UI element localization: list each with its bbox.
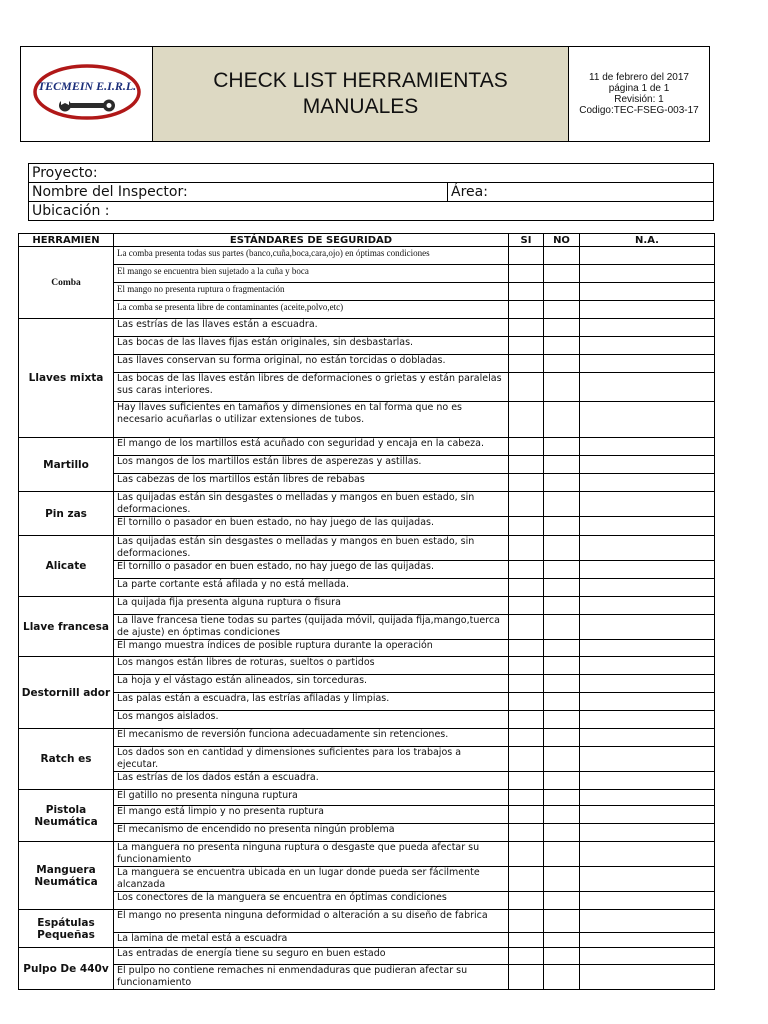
standard-text: Los conectores de la manguera se encuentra en óptimas condiciones (114, 892, 509, 910)
checklist-row (19, 319, 715, 337)
check-si-cell[interactable] (509, 747, 544, 772)
check-si-cell[interactable] (509, 948, 544, 965)
check-no-cell[interactable] (544, 456, 580, 474)
ubicacion-field[interactable]: Ubicación : (29, 202, 714, 221)
check-na-cell[interactable] (580, 806, 715, 824)
check-na-cell[interactable] (580, 948, 715, 965)
col-header-na: N.A. (580, 234, 715, 247)
check-no-cell[interactable] (544, 842, 580, 867)
check-na-cell[interactable] (580, 910, 715, 933)
checklist-row (19, 337, 715, 355)
standard-text: Las entradas de energía tiene su seguro en buen estado (114, 948, 509, 965)
tool-name: Ratch es (19, 729, 114, 790)
standard-text: Las quijadas están sin desgastes o melladas y mangos en buen estado, sin deformaciones. (114, 492, 509, 517)
check-no-cell[interactable] (544, 747, 580, 772)
checklist-row (19, 438, 715, 456)
checklist-row (19, 790, 715, 806)
col-header-tool: HERRAMIEN (19, 234, 114, 247)
check-si-cell[interactable] (509, 597, 544, 615)
check-no-cell[interactable] (544, 597, 580, 615)
standard-text: Las palas están a escuadra, las estrías afiladas y limpias. (114, 693, 509, 711)
checklist-row (19, 747, 715, 772)
check-no-cell[interactable] (544, 867, 580, 892)
check-no-cell[interactable] (544, 615, 580, 640)
check-si-cell[interactable] (509, 402, 544, 438)
inspector-field[interactable]: Nombre del Inspector: (29, 183, 448, 202)
check-no-cell[interactable] (544, 640, 580, 657)
tool-name: Llaves mixta (19, 319, 114, 438)
check-na-cell[interactable] (580, 892, 715, 910)
standard-text: El mango muestra índices de posible ruptura durante la operación (114, 640, 509, 657)
checklist-row (19, 355, 715, 373)
check-na-cell[interactable] (580, 579, 715, 597)
col-header-standards: ESTÁNDARES DE SEGURIDAD (114, 234, 509, 247)
standard-text: La comba se presenta libre de contaminantes (aceite,polvo,etc) (114, 301, 509, 319)
checklist-table (18, 233, 715, 990)
check-no-cell[interactable] (544, 729, 580, 747)
check-no-cell[interactable] (544, 492, 580, 517)
check-si-cell[interactable] (509, 265, 544, 283)
standard-text: La parte cortante está afilada y no está mellada. (114, 579, 509, 597)
check-no-cell[interactable] (544, 561, 580, 579)
document-title: CHECK LIST HERRAMIENTAS MANUALES (153, 47, 569, 141)
check-no-cell[interactable] (544, 474, 580, 492)
standard-text: La lamina de metal está a escuadra (114, 933, 509, 948)
standard-text: El mecanismo de reversión funciona adecuadamente sin retenciones. (114, 729, 509, 747)
checklist-row (19, 640, 715, 657)
check-na-cell[interactable] (580, 790, 715, 806)
standard-text: Los mangos de los martillos están libres de asperezas y astillas. (114, 456, 509, 474)
check-no-cell[interactable] (544, 675, 580, 693)
check-si-cell[interactable] (509, 492, 544, 517)
checklist-row (19, 474, 715, 492)
check-si-cell[interactable] (509, 283, 544, 301)
check-na-cell[interactable] (580, 301, 715, 319)
check-na-cell[interactable] (580, 402, 715, 438)
standard-text: Las quijadas están sin desgastes o melladas y mangos en buen estado, sin deformaciones. (114, 536, 509, 561)
table-header-row (19, 234, 715, 247)
checklist-row (19, 711, 715, 729)
check-si-cell[interactable] (509, 790, 544, 806)
standard-text: El mango no presenta ruptura o fragmentación (114, 283, 509, 301)
standard-text: Las bocas de las llaves fijas están originales, sin desbastarlas. (114, 337, 509, 355)
check-no-cell[interactable] (544, 948, 580, 965)
checklist-row (19, 283, 715, 301)
check-no-cell[interactable] (544, 355, 580, 373)
proyecto-field[interactable]: Proyecto: (29, 164, 714, 183)
standard-text: La hoja y el vástago están alineados, sin torceduras. (114, 675, 509, 693)
standard-text: Las estrías de las llaves están a escuadra. (114, 319, 509, 337)
checklist-row (19, 948, 715, 965)
check-si-cell[interactable] (509, 933, 544, 948)
standard-text: La quijada fija presenta alguna ruptura o fisura (114, 597, 509, 615)
col-header-si: SI (509, 234, 544, 247)
check-na-cell[interactable] (580, 842, 715, 867)
tool-name: Pin zas (19, 492, 114, 536)
check-no-cell[interactable] (544, 438, 580, 456)
check-no-cell[interactable] (544, 373, 580, 402)
check-no-cell[interactable] (544, 772, 580, 790)
standard-text: La manguera no presenta ninguna ruptura o desgaste que pueda afectar su funcionamiento (114, 842, 509, 867)
check-na-cell[interactable] (580, 247, 715, 265)
standard-text: Las llaves conservan su forma original, no están torcidas o dobladas. (114, 355, 509, 373)
check-si-cell[interactable] (509, 579, 544, 597)
checklist-row (19, 301, 715, 319)
checklist-row (19, 842, 715, 867)
checklist-row (19, 492, 715, 517)
standard-text: El mango se encuentra bien sujetado a la cuña y boca (114, 265, 509, 283)
check-no-cell[interactable] (544, 579, 580, 597)
checklist-row (19, 867, 715, 892)
check-si-cell[interactable] (509, 337, 544, 355)
check-si-cell[interactable] (509, 561, 544, 579)
standard-text: El mango de los martillos está acuñado con seguridad y encaja en la cabeza. (114, 438, 509, 456)
checklist-row (19, 456, 715, 474)
check-si-cell[interactable] (509, 474, 544, 492)
check-si-cell[interactable] (509, 536, 544, 561)
check-na-cell[interactable] (580, 640, 715, 657)
check-si-cell[interactable] (509, 319, 544, 337)
checklist-row (19, 910, 715, 933)
standard-text: Las estrías de los dados están a escuadra. (114, 772, 509, 790)
check-na-cell[interactable] (580, 283, 715, 301)
checklist-row (19, 693, 715, 711)
check-si-cell[interactable] (509, 373, 544, 402)
check-na-cell[interactable] (580, 867, 715, 892)
check-si-cell[interactable] (509, 824, 544, 842)
standard-text: El gatillo no presenta ninguna ruptura (114, 790, 509, 806)
tool-name: Pistola Neumática (19, 790, 114, 842)
standard-text: El pulpo no contiene remaches ni enmendaduras que pudieran afectar su funcionamiento (114, 965, 509, 990)
check-na-cell[interactable] (580, 319, 715, 337)
standard-text: Los dados son en cantidad y dimensiones suficientes para los trabajos a ejecutar. (114, 747, 509, 772)
checklist-row (19, 824, 715, 842)
check-no-cell[interactable] (544, 933, 580, 948)
checklist-row (19, 615, 715, 640)
checklist-row (19, 247, 715, 265)
check-na-cell[interactable] (580, 456, 715, 474)
check-si-cell[interactable] (509, 693, 544, 711)
check-na-cell[interactable] (580, 265, 715, 283)
check-si-cell[interactable] (509, 675, 544, 693)
info-table (28, 163, 714, 221)
check-si-cell[interactable] (509, 729, 544, 747)
check-na-cell[interactable] (580, 615, 715, 640)
checklist-row (19, 772, 715, 790)
check-no-cell[interactable] (544, 536, 580, 561)
area-field[interactable]: Área: (448, 183, 714, 202)
standard-text: El tornillo o pasador en buen estado, no hay juego de las quijadas. (114, 561, 509, 579)
check-si-cell[interactable] (509, 517, 544, 536)
check-no-cell[interactable] (544, 402, 580, 438)
meta-revision: Revisión: 1 (614, 94, 664, 105)
check-na-cell[interactable] (580, 561, 715, 579)
check-no-cell[interactable] (544, 693, 580, 711)
check-na-cell[interactable] (580, 747, 715, 772)
check-si-cell[interactable] (509, 867, 544, 892)
check-na-cell[interactable] (580, 657, 715, 675)
check-no-cell[interactable] (544, 910, 580, 933)
check-si-cell[interactable] (509, 892, 544, 910)
check-si-cell[interactable] (509, 965, 544, 990)
tool-name: Alicate (19, 536, 114, 597)
standard-text: Las cabezas de los martillos están libres de rebabas (114, 474, 509, 492)
checklist-row (19, 806, 715, 824)
check-no-cell[interactable] (544, 517, 580, 536)
check-si-cell[interactable] (509, 657, 544, 675)
standard-text: La manguera se encuentra ubicada en un lugar donde pueda ser fácilmente alcanzada (114, 867, 509, 892)
standard-text: Hay llaves suficientes en tamaños y dimensiones en tal forma que no es necesario acuñarlas o utilizar extensiones de tubos. (114, 402, 509, 438)
tool-name: Martillo (19, 438, 114, 492)
check-si-cell[interactable] (509, 355, 544, 373)
checklist-row (19, 933, 715, 948)
check-na-cell[interactable] (580, 933, 715, 948)
company-logo (21, 47, 153, 141)
tool-name: Llave francesa (19, 597, 114, 657)
document-meta (569, 47, 709, 141)
check-no-cell[interactable] (544, 657, 580, 675)
check-si-cell[interactable] (509, 842, 544, 867)
wrench-logo-icon (31, 58, 143, 130)
standard-text: El tornillo o pasador en buen estado, no hay juego de las quijadas. (114, 517, 509, 536)
checklist-row (19, 729, 715, 747)
check-no-cell[interactable] (544, 806, 580, 824)
check-si-cell[interactable] (509, 772, 544, 790)
tool-name: Pulpo De 440v (19, 948, 114, 990)
check-si-cell[interactable] (509, 615, 544, 640)
col-header-no: NO (544, 234, 580, 247)
check-no-cell[interactable] (544, 247, 580, 265)
check-si-cell[interactable] (509, 806, 544, 824)
check-na-cell[interactable] (580, 729, 715, 747)
check-si-cell[interactable] (509, 711, 544, 729)
checklist-row (19, 517, 715, 536)
check-na-cell[interactable] (580, 711, 715, 729)
checklist-row (19, 892, 715, 910)
meta-code: Codigo:TEC-FSEG-003-17 (579, 105, 699, 116)
check-no-cell[interactable] (544, 283, 580, 301)
check-na-cell[interactable] (580, 492, 715, 517)
check-no-cell[interactable] (544, 337, 580, 355)
check-si-cell[interactable] (509, 910, 544, 933)
standard-text: El mango está limpio y no presenta ruptura (114, 806, 509, 824)
check-na-cell[interactable] (580, 536, 715, 561)
standard-text: Los mangos están libres de roturas, sueltos o partidos (114, 657, 509, 675)
checklist-row (19, 657, 715, 675)
checklist-row (19, 265, 715, 283)
standard-text: La llave francesa tiene todas su partes (quijada móvil, quijada fija,mango,tuerca de ajuste) en óptimas condiciones (114, 615, 509, 640)
check-na-cell[interactable] (580, 693, 715, 711)
check-na-cell[interactable] (580, 355, 715, 373)
check-no-cell[interactable] (544, 265, 580, 283)
check-na-cell[interactable] (580, 824, 715, 842)
meta-page: página 1 de 1 (608, 83, 670, 94)
check-no-cell[interactable] (544, 824, 580, 842)
standard-text: El mango no presenta ninguna deformidad o alteración a su diseño de fabrica (114, 910, 509, 933)
check-no-cell[interactable] (544, 711, 580, 729)
check-no-cell[interactable] (544, 790, 580, 806)
check-si-cell[interactable] (509, 640, 544, 657)
check-si-cell[interactable] (509, 456, 544, 474)
meta-date: 11 de febrero del 2017 (589, 72, 689, 83)
check-na-cell[interactable] (580, 517, 715, 536)
check-no-cell[interactable] (544, 301, 580, 319)
tool-name: Espátulas Pequeñas (19, 910, 114, 948)
standard-text: Las bocas de las llaves están libres de deformaciones o grietas y están paralelas sus caras interiores. (114, 373, 509, 402)
logo-text: TECMEIN E.I.R.L. (37, 79, 136, 93)
checklist-row (19, 597, 715, 615)
check-na-cell[interactable] (580, 438, 715, 456)
check-na-cell[interactable] (580, 597, 715, 615)
standard-text: La comba presenta todas sus partes (banco,cuña,boca,cara,ojo) en óptimas condiciones (114, 247, 509, 265)
check-na-cell[interactable] (580, 337, 715, 355)
check-no-cell[interactable] (544, 892, 580, 910)
check-na-cell[interactable] (580, 675, 715, 693)
tool-name: Destornill ador (19, 657, 114, 729)
checklist-row (19, 965, 715, 990)
check-si-cell[interactable] (509, 247, 544, 265)
tool-name: Manguera Neumática (19, 842, 114, 910)
check-na-cell[interactable] (580, 772, 715, 790)
checklist-row (19, 561, 715, 579)
check-na-cell[interactable] (580, 373, 715, 402)
standard-text: El mecanismo de encendido no presenta ningún problema (114, 824, 509, 842)
checklist-row (19, 579, 715, 597)
document-header (20, 46, 710, 142)
checklist-row (19, 373, 715, 402)
check-no-cell[interactable] (544, 319, 580, 337)
standard-text: Los mangos aislados. (114, 711, 509, 729)
tool-name: Comba (19, 247, 114, 319)
checklist-row (19, 402, 715, 438)
check-si-cell[interactable] (509, 438, 544, 456)
check-si-cell[interactable] (509, 301, 544, 319)
check-na-cell[interactable] (580, 474, 715, 492)
check-no-cell[interactable] (544, 965, 580, 990)
checklist-row (19, 536, 715, 561)
check-na-cell[interactable] (580, 965, 715, 990)
checklist-row (19, 675, 715, 693)
